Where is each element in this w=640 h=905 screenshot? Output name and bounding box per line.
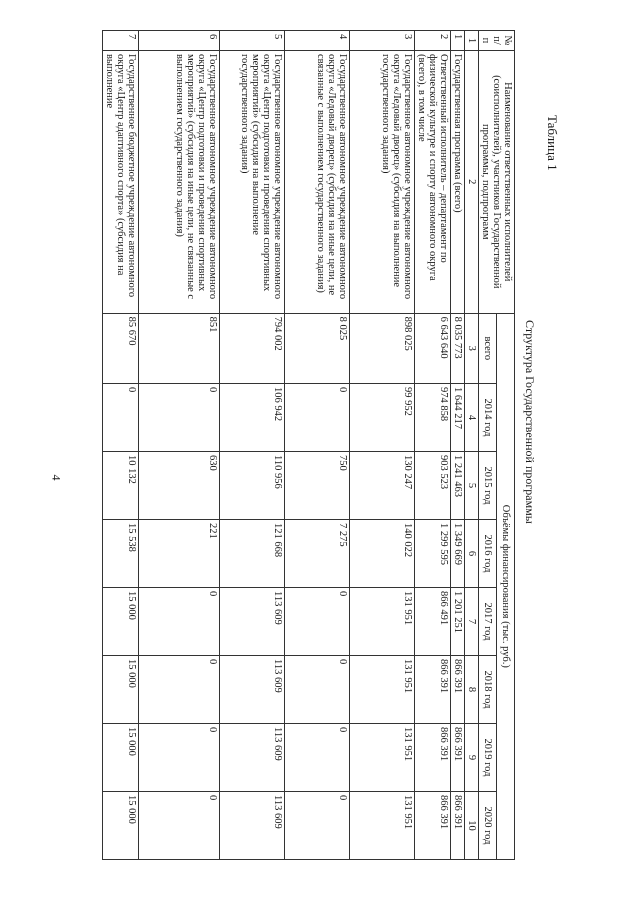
value-cell: 8 035 773 <box>450 313 464 383</box>
value-cell: 10 132 <box>102 451 138 519</box>
table-row <box>349 31 414 860</box>
header-row-1 <box>496 31 514 860</box>
value-cell: 99 952 <box>349 383 414 451</box>
value-cell: 851 <box>138 313 219 383</box>
value-cell: 15 538 <box>102 519 138 587</box>
table-row <box>102 31 138 860</box>
col-header-total: всего <box>478 313 496 383</box>
value-cell: 898 025 <box>349 313 414 383</box>
index-cell: 10 <box>464 791 478 859</box>
program-structure-table <box>102 30 515 860</box>
value-cell: 0 <box>138 587 219 655</box>
col-header-year: 2015 год <box>478 451 496 519</box>
value-cell: 0 <box>284 655 349 723</box>
col-header-name: Наименование ответственных исполнителей (соисполнителей), участников Государственной программы, подпрограмм <box>478 50 514 313</box>
row-number: 5 <box>219 31 284 51</box>
col-header-year: 2014 год <box>478 383 496 451</box>
row-name: Государственное автономное учреждение автономного округа «Ледовый дворец» (субсидия на иные цели, не связанные с выполнением государственного задания) <box>284 50 349 313</box>
row-number: 2 <box>414 31 450 51</box>
table-row <box>450 31 464 860</box>
value-cell: 0 <box>284 383 349 451</box>
value-cell: 866 391 <box>414 791 450 859</box>
value-cell: 7 275 <box>284 519 349 587</box>
value-cell: 0 <box>284 723 349 791</box>
value-cell: 131 951 <box>349 587 414 655</box>
index-cell: 6 <box>464 519 478 587</box>
table-row <box>138 31 219 860</box>
value-cell: 0 <box>284 791 349 859</box>
row-name: Ответственный исполнитель – департамент по физической культуре и спорту автономного округа (всего), в том числе <box>414 50 450 313</box>
value-cell: 0 <box>284 587 349 655</box>
value-cell: 974 858 <box>414 383 450 451</box>
value-cell: 106 942 <box>219 383 284 451</box>
value-cell: 131 951 <box>349 655 414 723</box>
value-cell: 113 609 <box>219 587 284 655</box>
value-cell: 1 299 595 <box>414 519 450 587</box>
value-cell: 113 609 <box>219 655 284 723</box>
row-number: 1 <box>450 31 464 51</box>
value-cell: 15 000 <box>102 723 138 791</box>
index-cell: 8 <box>464 655 478 723</box>
page-number: 4 <box>49 474 64 481</box>
value-cell: 866 391 <box>414 655 450 723</box>
value-cell: 866 391 <box>450 655 464 723</box>
table-row <box>284 31 349 860</box>
col-header-year: 2018 год <box>478 655 496 723</box>
value-cell: 110 956 <box>219 451 284 519</box>
value-cell: 15 000 <box>102 791 138 859</box>
index-cell: 7 <box>464 587 478 655</box>
value-cell: 866 491 <box>414 587 450 655</box>
value-cell: 866 391 <box>450 723 464 791</box>
row-number: 7 <box>102 31 138 51</box>
value-cell: 131 951 <box>349 723 414 791</box>
value-cell: 8 025 <box>284 313 349 383</box>
row-name: Государственное автономное учреждение автономного округа «Центр подготовки и проведения спортивных мероприятий» (субсидия на иные цели, не связанные с выполнением государственного задания) <box>138 50 219 313</box>
value-cell: 750 <box>284 451 349 519</box>
col-header-year: 2019 год <box>478 723 496 791</box>
value-cell: 794 002 <box>219 313 284 383</box>
table-row <box>219 31 284 860</box>
value-cell: 15 000 <box>102 655 138 723</box>
value-cell: 0 <box>138 791 219 859</box>
index-cell: 2 <box>464 50 478 313</box>
value-cell: 0 <box>138 383 219 451</box>
value-cell: 221 <box>138 519 219 587</box>
index-cell: 1 <box>464 31 478 51</box>
row-name: Государственное автономное учреждение автономного округа «Центр подготовки и проведения спортивных мероприятий» (субсидия на выполнение государственного задания) <box>219 50 284 313</box>
value-cell: 140 022 <box>349 519 414 587</box>
table-title: Структура Государственной программы <box>523 320 537 524</box>
value-cell: 130 247 <box>349 451 414 519</box>
value-cell: 0 <box>102 383 138 451</box>
value-cell: 85 670 <box>102 313 138 383</box>
index-row <box>464 31 478 860</box>
index-cell: 3 <box>464 313 478 383</box>
value-cell: 1 644 217 <box>450 383 464 451</box>
row-number: 4 <box>284 31 349 51</box>
value-cell: 113 609 <box>219 723 284 791</box>
value-cell: 866 391 <box>414 723 450 791</box>
value-cell: 1 201 251 <box>450 587 464 655</box>
value-cell: 113 609 <box>219 791 284 859</box>
col-header-year: 2020 год <box>478 791 496 859</box>
index-cell: 9 <box>464 723 478 791</box>
col-header-financing: Объёмы финансирования (тыс. руб.) <box>496 313 514 859</box>
row-number: 6 <box>138 31 219 51</box>
table-row <box>414 31 450 860</box>
index-cell: 5 <box>464 451 478 519</box>
col-header-num: № п/п <box>478 31 514 51</box>
value-cell: 15 000 <box>102 587 138 655</box>
value-cell: 0 <box>138 655 219 723</box>
row-name: Государственное бюджетное учреждение автономного округа «Центр адаптивного спорта» (субсидия на выполнение <box>102 50 138 313</box>
row-name: Государственная программа (всего) <box>450 50 464 313</box>
col-header-year: 2016 год <box>478 519 496 587</box>
row-number: 3 <box>349 31 414 51</box>
value-cell: 866 391 <box>450 791 464 859</box>
value-cell: 121 668 <box>219 519 284 587</box>
value-cell: 1 349 669 <box>450 519 464 587</box>
index-cell: 4 <box>464 383 478 451</box>
value-cell: 0 <box>138 723 219 791</box>
value-cell: 131 951 <box>349 791 414 859</box>
value-cell: 630 <box>138 451 219 519</box>
value-cell: 1 241 463 <box>450 451 464 519</box>
col-header-year: 2017 год <box>478 587 496 655</box>
row-name: Государственное автономное учреждение автономного округа «Ледовый дворец» (субсидия на выполнение государственного задания) <box>349 50 414 313</box>
table-label: Таблица 1 <box>545 115 560 171</box>
value-cell: 6 643 640 <box>414 313 450 383</box>
value-cell: 903 523 <box>414 451 450 519</box>
